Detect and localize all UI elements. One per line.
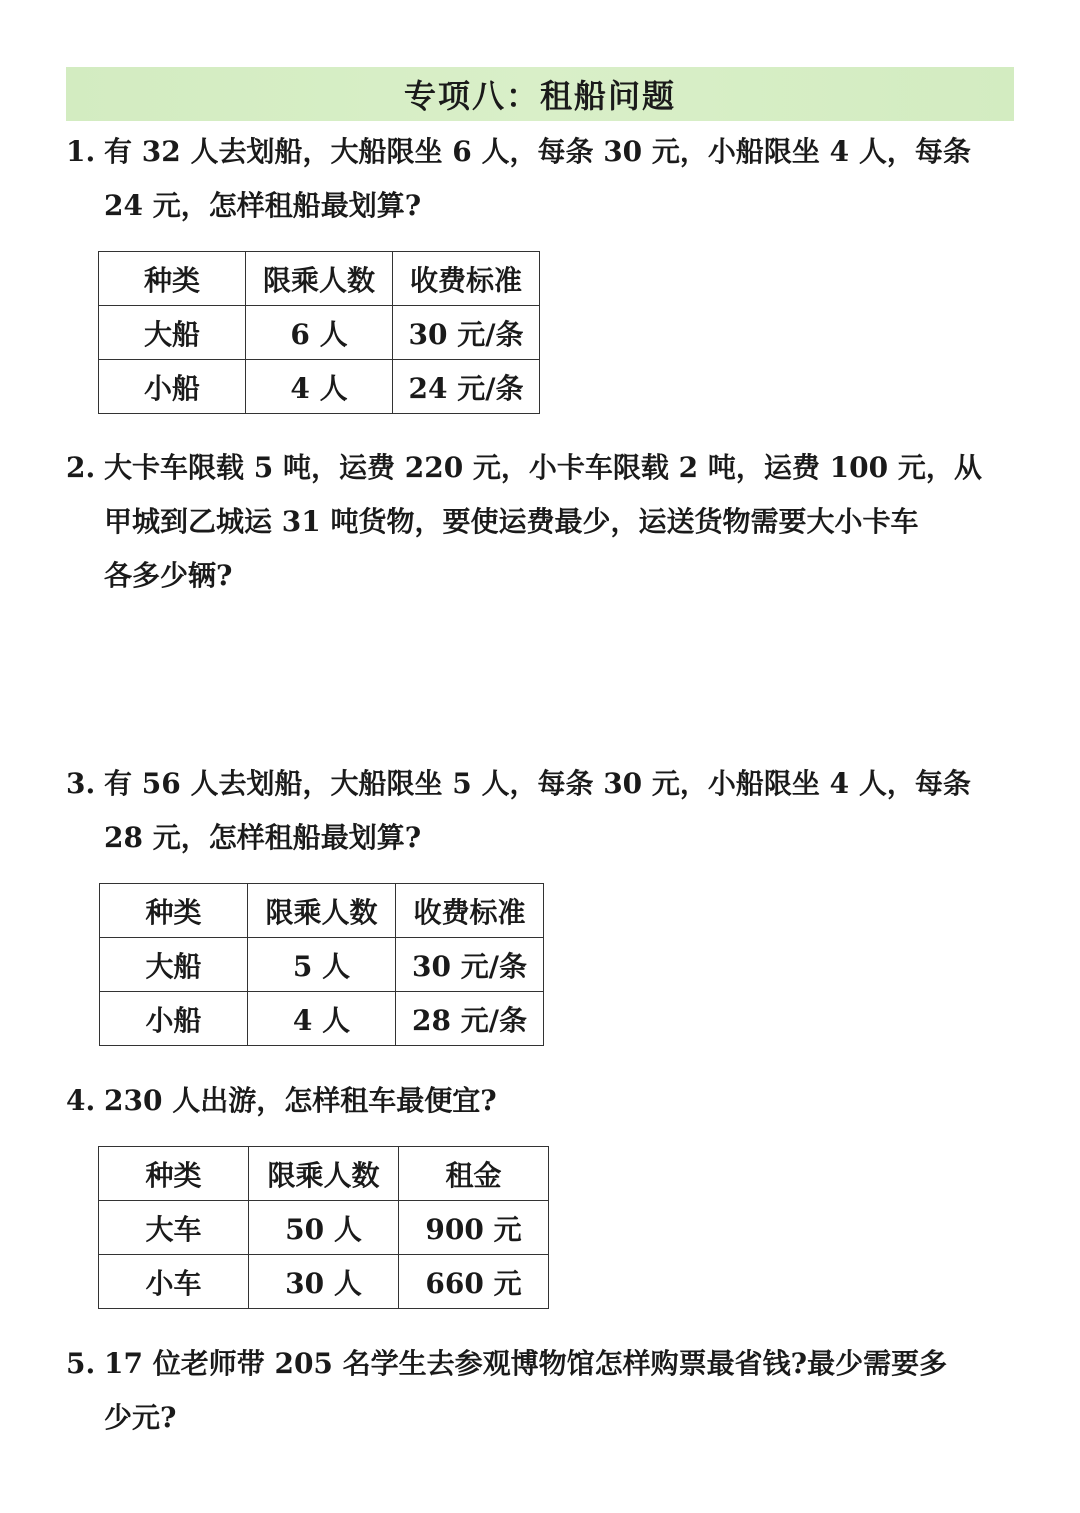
question-number: 4. bbox=[66, 1084, 96, 1117]
table-header: 种类 bbox=[100, 884, 248, 938]
table-cell: 小车 bbox=[99, 1255, 249, 1309]
table-q3 bbox=[99, 883, 544, 1046]
table-cell: 30 元/条 bbox=[393, 306, 540, 360]
table-header: 限乘人数 bbox=[249, 1147, 399, 1201]
table-cell: 24 元/条 bbox=[393, 360, 540, 414]
table-row bbox=[99, 360, 540, 414]
table-cell: 30 元/条 bbox=[396, 938, 544, 992]
table-cell: 大车 bbox=[99, 1201, 249, 1255]
table-header: 种类 bbox=[99, 1147, 249, 1201]
table-header: 收费标准 bbox=[393, 252, 540, 306]
question-text: 24 元，怎样租船最划算? bbox=[104, 189, 422, 222]
question-2 bbox=[66, 441, 1016, 603]
question-number: 3. bbox=[66, 767, 96, 800]
table-row bbox=[100, 992, 544, 1046]
question-number: 1. bbox=[66, 135, 96, 168]
table-row bbox=[99, 1255, 549, 1309]
question-text: 甲城到乙城运 31 吨货物，要使运费最少，运送货物需要大小卡车 bbox=[104, 505, 919, 538]
table-cell: 6 人 bbox=[246, 306, 393, 360]
table-cell: 900 元 bbox=[399, 1201, 549, 1255]
table-header: 收费标准 bbox=[396, 884, 544, 938]
question-text: 230 人出游，怎样租车最便宜? bbox=[104, 1084, 497, 1117]
table-q1 bbox=[98, 251, 540, 414]
table-cell: 28 元/条 bbox=[396, 992, 544, 1046]
question-text: 有 32 人去划船，大船限坐 6 人，每条 30 元，小船限坐 4 人，每条 bbox=[104, 135, 971, 168]
question-text: 少元? bbox=[104, 1401, 177, 1434]
question-3 bbox=[66, 757, 1016, 865]
table-cell: 小船 bbox=[100, 992, 248, 1046]
table-cell: 4 人 bbox=[246, 360, 393, 414]
table-cell: 4 人 bbox=[248, 992, 396, 1046]
table-header: 限乘人数 bbox=[246, 252, 393, 306]
table-cell: 大船 bbox=[99, 306, 246, 360]
table-cell: 小船 bbox=[99, 360, 246, 414]
table-row bbox=[99, 306, 540, 360]
page-title: 专项八：租船问题 bbox=[403, 77, 676, 115]
table-row bbox=[100, 938, 544, 992]
table-header: 限乘人数 bbox=[248, 884, 396, 938]
table-header: 种类 bbox=[99, 252, 246, 306]
question-5 bbox=[66, 1337, 1016, 1445]
question-number: 2. bbox=[66, 451, 96, 484]
question-text: 各多少辆? bbox=[104, 559, 233, 592]
question-1 bbox=[66, 125, 1016, 233]
question-number: 5. bbox=[66, 1347, 96, 1380]
table-cell: 660 元 bbox=[399, 1255, 549, 1309]
table-cell: 30 人 bbox=[249, 1255, 399, 1309]
table-cell: 50 人 bbox=[249, 1201, 399, 1255]
question-text: 有 56 人去划船，大船限坐 5 人，每条 30 元，小船限坐 4 人，每条 bbox=[104, 767, 971, 800]
table-cell: 5 人 bbox=[248, 938, 396, 992]
table-cell: 大船 bbox=[100, 938, 248, 992]
question-text: 28 元，怎样租船最划算? bbox=[104, 821, 422, 854]
title-banner bbox=[66, 67, 1014, 121]
table-header: 租金 bbox=[399, 1147, 549, 1201]
table-row bbox=[99, 1201, 549, 1255]
question-4 bbox=[66, 1074, 1016, 1128]
question-text: 大卡车限载 5 吨，运费 220 元，小卡车限载 2 吨，运费 100 元，从 bbox=[104, 451, 982, 484]
table-q4 bbox=[98, 1146, 549, 1309]
question-text: 17 位老师带 205 名学生去参观博物馆怎样购票最省钱?最少需要多 bbox=[104, 1347, 948, 1380]
